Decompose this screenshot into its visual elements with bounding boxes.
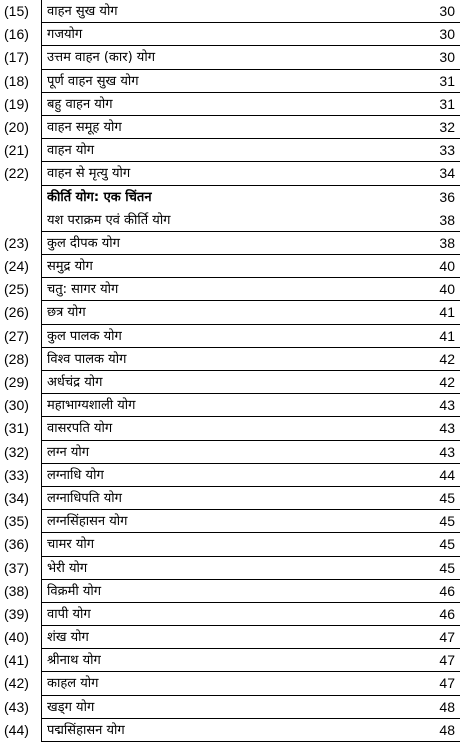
column-divider (41, 510, 42, 533)
entry-title: खड्ग योग (47, 699, 95, 715)
toc-row (0, 139, 460, 162)
toc-row (0, 93, 460, 116)
toc-row (0, 696, 460, 719)
entry-number: (36) (4, 536, 29, 553)
entry-number: (22) (4, 165, 29, 182)
entry-number: (30) (4, 397, 29, 414)
entry-number: (44) (4, 721, 29, 738)
page-number: 47 (439, 675, 455, 692)
page-number: 31 (439, 95, 455, 112)
entry-title: शंख योग (47, 630, 89, 646)
page-number: 34 (439, 165, 455, 182)
toc-row (0, 371, 460, 394)
page-number: 43 (439, 443, 455, 460)
entry-number: (23) (4, 234, 29, 251)
entry-title: कुल दीपक योग (47, 235, 120, 251)
page-number: 38 (439, 211, 455, 228)
entry-title: वाहन समूह योग (47, 119, 122, 135)
column-divider (41, 325, 42, 348)
entry-title: काहल योग (47, 676, 99, 692)
page-number: 30 (439, 3, 455, 19)
toc-row (0, 301, 460, 324)
entry-title: अर्धचंद्र योग (47, 375, 103, 390)
entry-number: (41) (4, 652, 29, 669)
entry-title: कुल पालक योग (47, 328, 122, 344)
column-divider (41, 139, 42, 162)
column-divider (41, 232, 42, 255)
entry-title: चतु: सागर योग (47, 282, 119, 298)
toc-row (0, 649, 460, 672)
toc-row (0, 186, 460, 209)
page-number: 40 (439, 281, 455, 298)
toc-row (0, 394, 460, 417)
page-number: 33 (439, 142, 455, 159)
toc-row (0, 417, 460, 440)
column-divider (41, 0, 42, 23)
toc-row (0, 580, 460, 603)
toc-row (0, 46, 460, 69)
column-divider (41, 533, 42, 556)
entry-number: (34) (4, 489, 29, 506)
entry-number: (19) (4, 95, 29, 112)
column-divider (41, 394, 42, 417)
toc-row (0, 0, 460, 23)
page-number: 42 (439, 374, 455, 390)
toc-row (0, 464, 460, 487)
page-number: 48 (439, 721, 455, 738)
toc-row (0, 255, 460, 278)
column-divider (41, 162, 42, 185)
page-number: 44 (439, 466, 455, 483)
entry-title: पूर्ण वाहन सुख योग (47, 73, 139, 89)
column-divider (41, 46, 42, 69)
page-number: 45 (439, 513, 455, 530)
section-heading: कीर्ति योग: एक चिंतन (47, 189, 152, 205)
page-number: 46 (439, 605, 455, 622)
entry-number: (43) (4, 698, 29, 715)
toc-row (0, 348, 460, 371)
column-divider (41, 626, 42, 649)
entry-title: श्रीनाथ योग (47, 653, 101, 669)
entry-number: (31) (4, 420, 29, 437)
entry-title: वाहन से मृत्यु योग (47, 166, 131, 182)
entry-title: यश पराक्रम एवं कीर्ति योग (47, 212, 171, 228)
toc-row (0, 441, 460, 464)
entry-number: (28) (4, 350, 29, 367)
entry-title: चामर योग (47, 537, 95, 553)
entry-title: पद्मसिंहासन योग (47, 722, 125, 738)
column-divider (41, 649, 42, 672)
entry-title: वापी योग (47, 606, 91, 622)
page-number: 41 (439, 327, 455, 344)
entry-number: (15) (4, 3, 29, 19)
page-number: 30 (439, 26, 455, 43)
entry-number: (18) (4, 72, 29, 89)
entry-number: (35) (4, 513, 29, 530)
entry-title: छत्र योग (47, 305, 86, 321)
entry-title: लग्नसिंहासन योग (47, 514, 128, 530)
toc-row (0, 23, 460, 46)
toc-row (0, 232, 460, 255)
column-divider (41, 255, 42, 278)
entry-number: (42) (4, 675, 29, 692)
column-divider (41, 557, 42, 580)
toc-row (0, 510, 460, 533)
column-divider (41, 278, 42, 301)
entry-number: (25) (4, 281, 29, 298)
page-number: 42 (439, 350, 455, 367)
entry-title: महाभाग्यशाली योग (47, 398, 136, 414)
entry-number: (27) (4, 327, 29, 344)
page-number: 41 (439, 304, 455, 321)
entry-number: (29) (4, 374, 29, 390)
toc-row (0, 557, 460, 580)
entry-number: (17) (4, 49, 29, 66)
column-divider (41, 487, 42, 510)
entry-title: उत्तम वाहन (कार) योग (47, 50, 156, 66)
entry-number: (21) (4, 142, 29, 159)
toc-row (0, 209, 460, 232)
toc-row (0, 325, 460, 348)
column-divider (41, 301, 42, 324)
entry-title: गजयोग (47, 27, 83, 43)
entry-title: विश्व पालक योग (47, 351, 127, 367)
entry-number: (37) (4, 559, 29, 576)
toc-row (0, 70, 460, 93)
column-divider (41, 603, 42, 626)
column-divider (41, 719, 42, 742)
column-divider (41, 116, 42, 139)
column-divider (41, 70, 42, 93)
toc-row (0, 162, 460, 185)
page-number: 38 (439, 234, 455, 251)
toc-row (0, 626, 460, 649)
entry-number: (20) (4, 118, 29, 135)
column-divider (41, 371, 42, 394)
column-divider (41, 696, 42, 719)
entry-number: (39) (4, 605, 29, 622)
toc-row (0, 533, 460, 556)
page-number: 43 (439, 397, 455, 414)
column-divider (41, 580, 42, 603)
entry-number: (24) (4, 258, 29, 275)
column-divider (41, 441, 42, 464)
row-divider (41, 741, 460, 742)
entry-number: (32) (4, 443, 29, 460)
toc-row (0, 487, 460, 510)
page-number: 43 (439, 420, 455, 437)
toc-row (0, 278, 460, 301)
toc-row (0, 603, 460, 626)
page-number: 48 (439, 698, 455, 715)
page-number: 45 (439, 536, 455, 553)
page-number: 36 (439, 188, 455, 205)
page-number: 47 (439, 652, 455, 669)
column-divider (41, 209, 42, 232)
page-number: 30 (439, 49, 455, 66)
page-number: 45 (439, 559, 455, 576)
page-number: 46 (439, 582, 455, 599)
page-number: 47 (439, 629, 455, 646)
toc-row (0, 116, 460, 139)
entry-title: लग्नाधिपति योग (47, 490, 122, 506)
entry-title: लग्नाधि योग (47, 467, 104, 483)
page-number: 31 (439, 72, 455, 89)
column-divider (41, 672, 42, 695)
page-number: 32 (439, 118, 455, 135)
entry-title: विक्रमी योग (47, 583, 102, 599)
entry-number: (26) (4, 304, 29, 321)
column-divider (41, 348, 42, 371)
entry-title: वासरपति योग (47, 421, 113, 437)
column-divider (41, 186, 42, 209)
column-divider (41, 93, 42, 116)
column-divider (41, 464, 42, 487)
entry-number: (33) (4, 466, 29, 483)
entry-title: लग्न योग (47, 444, 90, 460)
entry-title: वाहन सुख योग (47, 4, 118, 19)
toc-row (0, 719, 460, 742)
entry-title: वाहन योग (47, 143, 95, 159)
column-divider (41, 417, 42, 440)
entry-number: (16) (4, 26, 29, 43)
entry-title: बहु वाहन योग (47, 96, 113, 112)
entry-title: समुद्र योग (47, 259, 93, 275)
toc-row (0, 672, 460, 695)
page-number: 40 (439, 258, 455, 275)
entry-title: भेरी योग (47, 560, 88, 576)
page-number: 45 (439, 489, 455, 506)
entry-number: (38) (4, 582, 29, 599)
column-divider (41, 23, 42, 46)
entry-number: (40) (4, 629, 29, 646)
